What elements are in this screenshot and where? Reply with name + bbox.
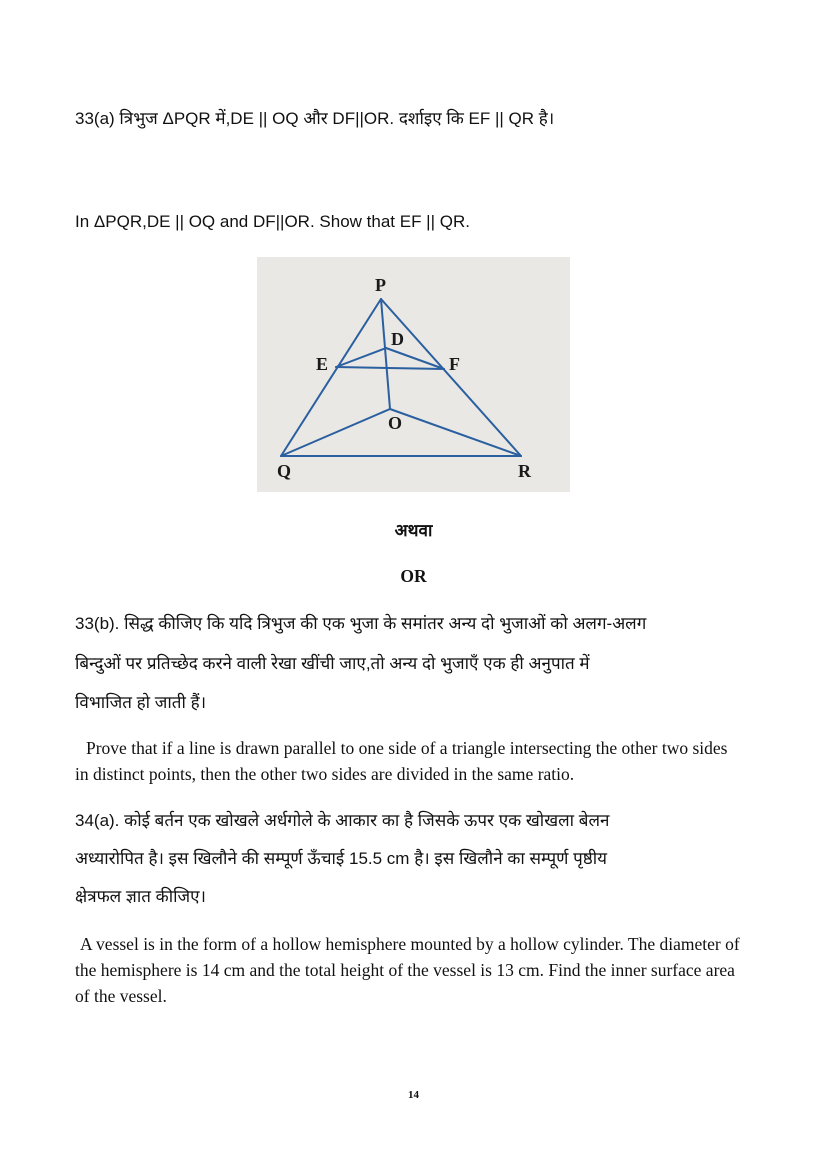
question-33b-hindi-line-3: विभाजित हो जाती हैं। [75,693,207,712]
label-d: D [391,329,404,349]
question-33a-hindi: 33(a) त्रिभुज ΔPQR में,DE || OQ और DF||OR. दर्शाइए कि EF || QR है। [75,109,555,128]
question-33b-hindi-line-2: बिन्दुओं पर प्रतिच्छेद करने वाली रेखा खींची जाए,तो अन्य दो भुजाएँ एक ही अनुपात में [75,654,590,673]
triangle-figure [257,257,570,492]
question-34a-hindi-line-3: क्षेत्रफल ज्ञात कीजिए। [75,887,206,906]
page-number: 14 [408,1089,419,1101]
label-o: O [388,413,403,433]
label-p: P [375,275,386,295]
label-e: E [316,354,329,374]
question-34a-english: A vessel is in the form of a hollow hemisphere mounted by a hollow cylinder. The diameter of the hemisphere is 14 cm and the total height of the vessel is 13 cm. Find the inner surface area of the vessel. [75,934,740,1006]
side-pq [281,299,381,456]
separator-hindi: अथवा [394,521,433,540]
question-33b-hindi-line-1: 33(b). सिद्ध कीजिए कि यदि त्रिभुज की एक भुजा के समांतर अन्य दो भुजाओं को अलग-अलग [75,614,647,633]
question-34a-hindi-line-1: 34(a). कोई बर्तन एक खोखले अर्धगोले के आकार का है जिसके ऊपर एक खोखला बेलन [75,811,610,830]
question-33a-english: In ΔPQR,DE || OQ and DF||OR. Show that EF || QR. [75,212,470,231]
segment-oq [281,409,390,456]
question-34a-hindi-line-2: अध्यारोपित है। इस खिलौने की सम्पूर्ण ऊँचाई 15.5 cm है। इस खिलौने का सम्पूर्ण पृष्ठीय [75,849,608,868]
label-q: Q [277,461,292,481]
label-f: F [449,354,460,374]
segment-ef [336,367,444,369]
question-33b-english: Prove that if a line is drawn parallel to one side of a triangle intersecting the other two sides in distinct points, then the other two sides are divided in the same ratio. [75,738,728,784]
segment-po [381,299,390,409]
separator-english: OR [400,566,427,586]
label-r: R [518,461,531,481]
